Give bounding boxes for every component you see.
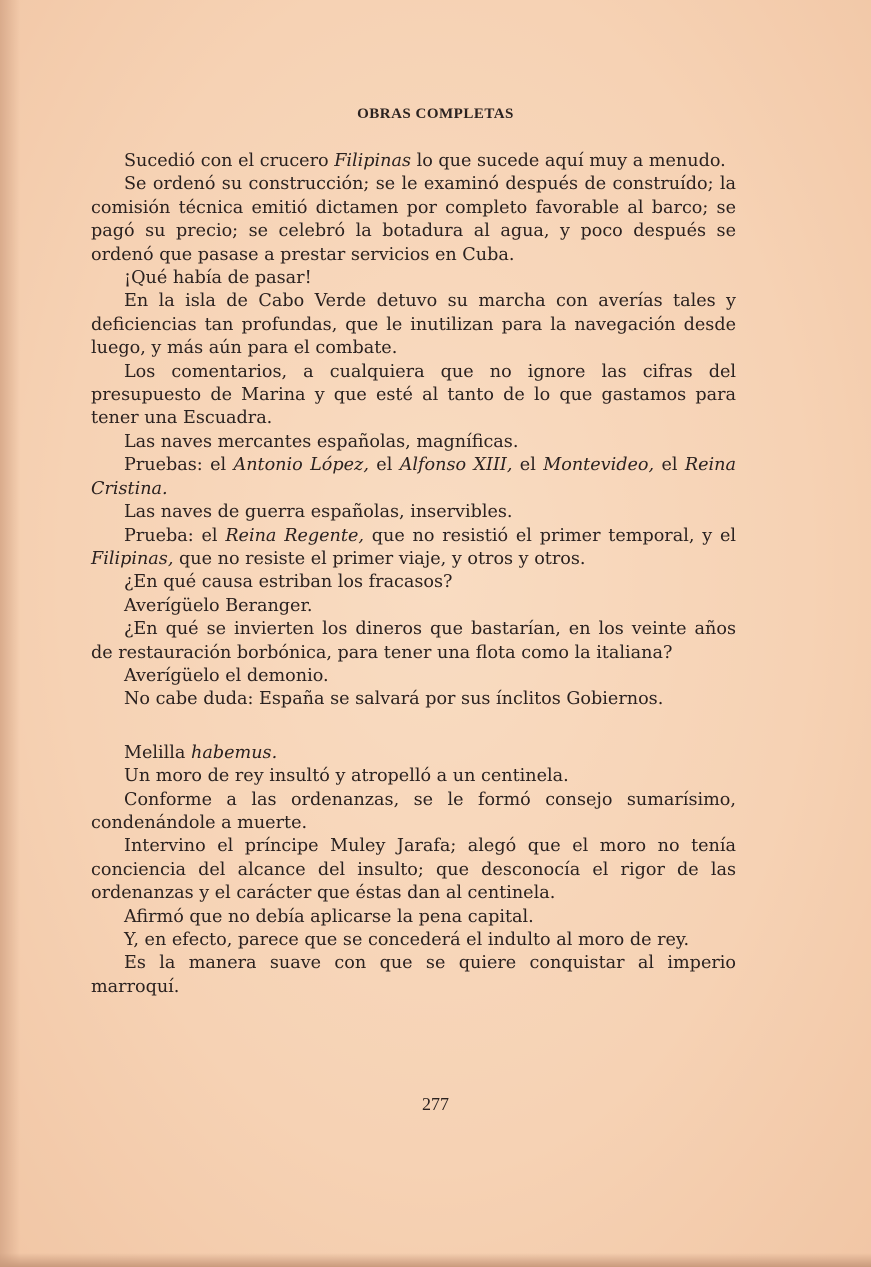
paragraph — [91, 765, 736, 788]
text-run: Sucedió con el crucero — [124, 151, 335, 171]
page-bottom-shadow — [0, 1253, 871, 1267]
text-run: Un moro de rey insultó y atropelló a un centinela. — [124, 766, 569, 787]
italic-text: Montevideo, — [543, 455, 655, 476]
text-run: Prueba: el — [124, 525, 226, 546]
paragraph — [91, 688, 736, 711]
text-run: Averígüelo Beranger. — [124, 595, 313, 616]
text-run: el — [654, 455, 685, 476]
text-run: Melilla — [124, 742, 192, 763]
paragraph — [91, 290, 736, 360]
paragraph — [91, 431, 736, 454]
text-run: Las naves de guerra españolas, inservibles. — [124, 502, 513, 523]
paragraph — [91, 595, 736, 618]
text-run: que no resistió el primer temporal, y el — [363, 525, 736, 546]
paragraph — [91, 150, 736, 173]
text-run: Conforme a las ordenanzas, se le formó consejo sumarísimo, condenándole a muerte. — [91, 789, 736, 833]
italic-text: Filipinas — [334, 151, 412, 171]
text-run: Se ordenó su construcción; se le examinó después de construído; la comisión técnica emitió dictamen por completo favorable al barco; se pagó su precio; se celebró la botadura al agua, y poco después se ordenó que pasase a prestar servicios en Cuba. — [91, 174, 736, 265]
paragraph — [91, 571, 736, 594]
paragraph — [91, 525, 736, 572]
text-run: lo que sucede aquí muy a menudo. — [411, 151, 726, 171]
paragraph — [91, 906, 736, 929]
paragraph — [91, 952, 736, 999]
text-run: Los comentarios, a cualquiera que no ignore las cifras del presupuesto de Marina y que esté al tanto de lo que gastamos para tener una Escuadra. — [91, 361, 736, 429]
paragraph — [91, 267, 736, 290]
paragraph — [91, 618, 736, 665]
paragraph — [91, 173, 736, 267]
running-header: OBRAS COMPLETAS — [357, 106, 514, 122]
text-run: Intervino el príncipe Muley Jarafa; alegó que el moro no tenía conciencia del alcance del insulto; que desconocía el rigor de las ordenanzas y el carácter que éstas dan al centinela. — [91, 836, 736, 904]
text-run: Afirmó que no debía aplicarse la pena capital. — [124, 906, 534, 927]
text-run: el — [512, 455, 544, 476]
text-run: el — [368, 455, 400, 476]
text-run: Es la manera suave con que se quiere conquistar al imperio marroquí. — [91, 953, 736, 997]
page-edge-shadow — [0, 0, 20, 1267]
text-run: Pruebas: el — [124, 455, 234, 476]
italic-text: Reina Regente, — [225, 525, 364, 546]
paragraph — [91, 835, 736, 905]
text-run: No cabe duda: España se salvará por sus ínclitos Gobiernos. — [124, 689, 664, 710]
page-number: 277 — [422, 1094, 449, 1114]
text-run: ¿En qué se invierten los dineros que bastarían, en los veinte años de restauración borbónica, para tener una flota como la italiana? — [91, 619, 736, 663]
paragraph — [91, 789, 736, 836]
text-run: Averígüelo el demonio. — [124, 665, 329, 686]
body-text — [91, 150, 736, 999]
paragraph — [91, 501, 736, 524]
paragraph — [91, 929, 736, 952]
text-run: Las naves mercantes españolas, magníficas. — [124, 431, 519, 452]
paragraph — [91, 361, 736, 431]
italic-text: Alfonso XIII, — [399, 455, 513, 476]
text-run: Y, en efecto, parece que se concederá el indulto al moro de rey. — [124, 930, 690, 950]
text-run: ¿En qué causa estriban los fracasos? — [124, 572, 453, 593]
italic-text: Antonio López, — [233, 455, 369, 476]
section-gap — [91, 712, 736, 742]
italic-text: Reina Cristina. — [91, 455, 736, 499]
paragraph — [91, 665, 736, 688]
italic-text: Filipinas, — [91, 548, 174, 569]
paragraph — [91, 454, 736, 501]
italic-text: habemus. — [191, 742, 278, 763]
text-run: ¡Qué había de pasar! — [124, 268, 312, 289]
paragraph — [91, 742, 736, 765]
text-run: que no resiste el primer viaje, y otros y otros. — [173, 548, 586, 569]
text-run: En la isla de Cabo Verde detuvo su marcha con averías tales y deficiencias tan profundas, que le inutilizan para la navegación desde luego, y más aún para el combate. — [91, 291, 736, 359]
